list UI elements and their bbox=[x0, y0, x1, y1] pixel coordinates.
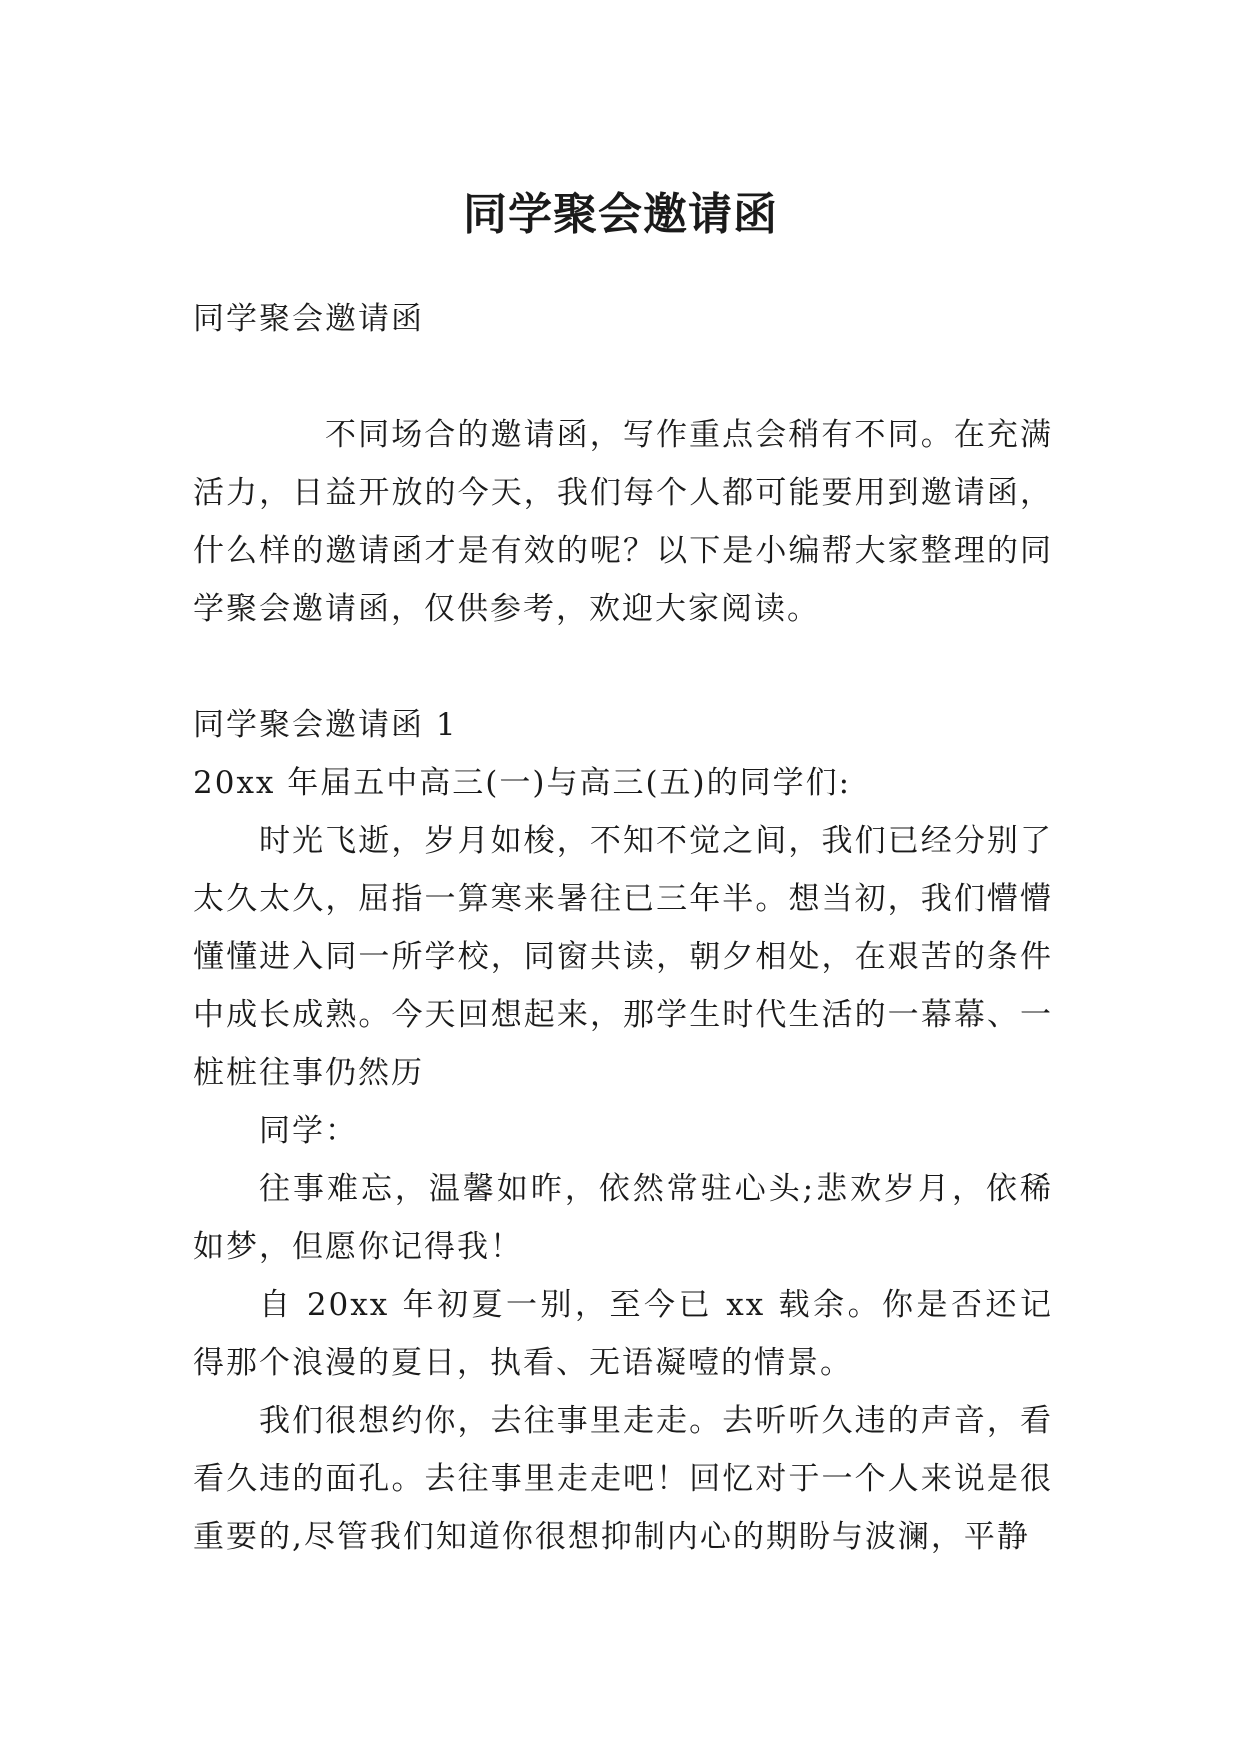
section-heading: 同学聚会邀请函 1 bbox=[193, 707, 458, 743]
body-paragraph: 时光飞逝，岁月如梭，不知不觉之间，我们已经分别了太久太久，屈指一算寒来暑往已三年半。想当初，我们懵懵懂懂进入同一所学校，同窗共读，朝夕相处，在艰苦的条件中成长成熟。今天回想起来，那学生时代生活的一幕幕、一桩桩往事仍然历 bbox=[193, 823, 1053, 1091]
body-paragraph: 自 20xx 年初夏一别，至今已 xx 载余。你是否还记得那个浪漫的夏日，执看、无语凝噎的情景。 bbox=[193, 1287, 1053, 1381]
body-paragraph: 我们很想约你，去往事里走走。去听听久违的声音，看看久违的面孔。去往事里走走吧！回忆对于一个人来说是很重要的,尽管我们知道你很想抑制内心的期盼与波澜，平静 bbox=[193, 1403, 1053, 1555]
document-body bbox=[193, 290, 1053, 1566]
salutation: 20xx 年届五中高三(一)与高三(五)的同学们: bbox=[193, 765, 852, 801]
body-paragraph: 往事难忘，温馨如昨，依然常驻心头;悲欢岁月，依稀如梦，但愿你记得我！ bbox=[193, 1171, 1053, 1265]
spacer bbox=[193, 638, 1053, 696]
spacer bbox=[193, 348, 1053, 406]
body-paragraph: 同学： bbox=[259, 1113, 358, 1149]
intro-paragraph: 不同场合的邀请函，写作重点会稍有不同。在充满活力，日益开放的今天，我们每个人都可能要用到邀请函，什么样的邀请函才是有效的呢？以下是小编帮大家整理的同学聚会邀请函，仅供参考，欢迎大家阅读。 bbox=[193, 417, 1053, 627]
document-subtitle: 同学聚会邀请函 bbox=[193, 301, 424, 337]
document-title: 同学聚会邀请函 bbox=[463, 189, 778, 241]
